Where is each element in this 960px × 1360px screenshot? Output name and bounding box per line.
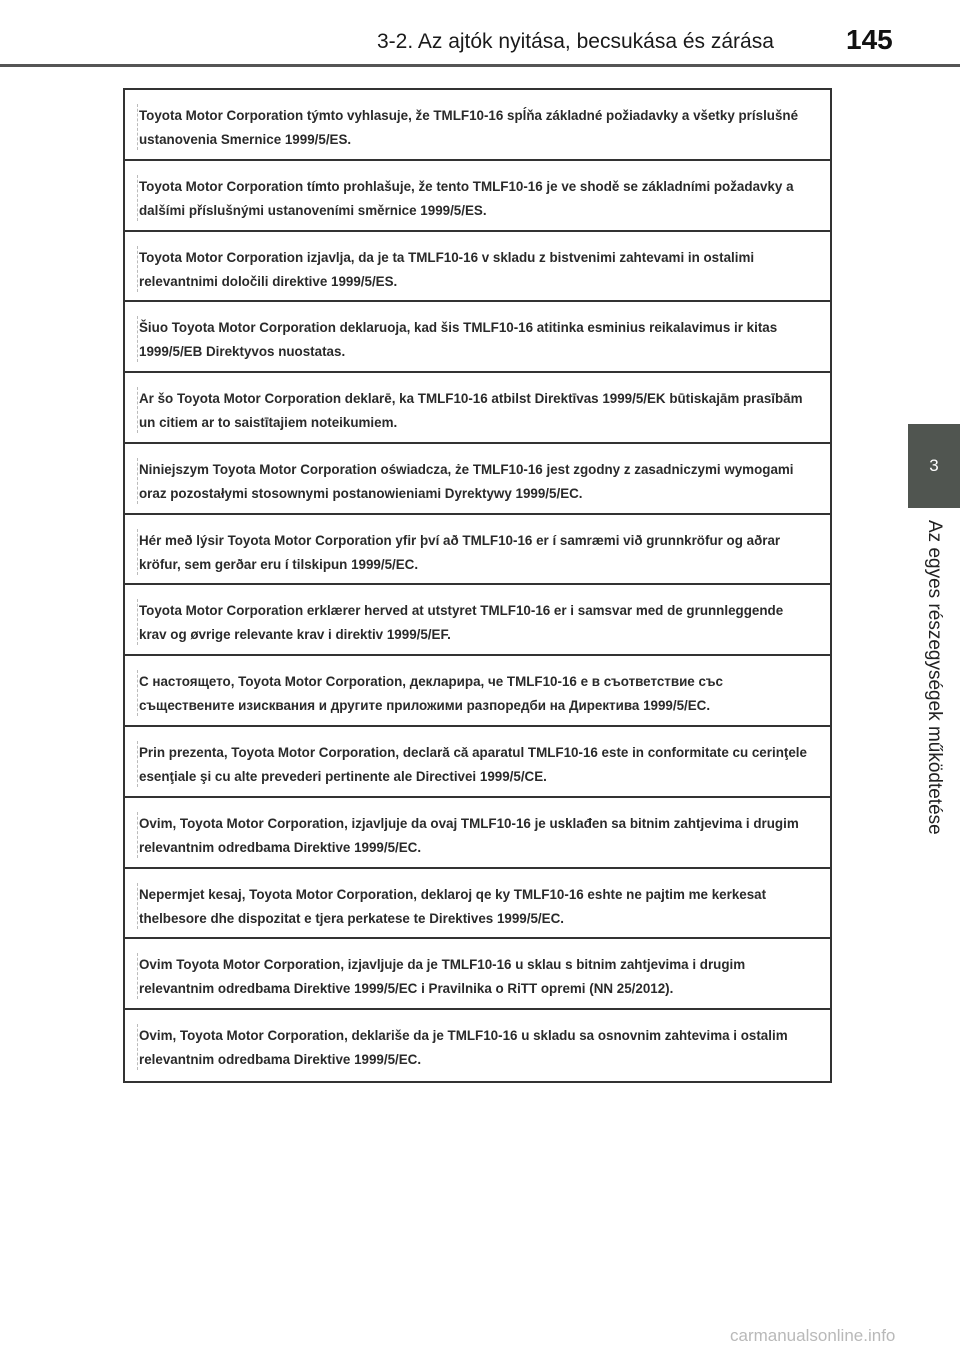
watermark-text: carmanualsonline.info (730, 1326, 896, 1345)
declaration-icelandic: Hér með lýsir Toyota Motor Corporation yfir því að TMLF10-16 er í samræmi við grunnkröfur og aðrar kröfur, sem gerðar eru í tilskipun 1999/5/EC. (125, 515, 830, 586)
declaration-bosnian: Ovim, Toyota Motor Corporation, izjavljuje da ovaj TMLF10-16 je usklađen sa bitnim zahtjevima i drugim relevantnim odredbama Direktive 1999/5/EC. (125, 798, 830, 869)
declaration-slovak: Toyota Motor Corporation týmto vyhlasuje, že TMLF10-16 spĺňa základné požiadavky a všetky príslušné ustanovenia Smernice 1999/5/ES. (125, 90, 830, 161)
declaration-serbian: Ovim, Toyota Motor Corporation, deklariše da je TMLF10-16 u skladu sa osnovnim zahtevima i ostalim relevantnim odredbama Direktive 1999/5/EC. (125, 1010, 830, 1081)
declarations-table (123, 88, 832, 1083)
declaration-slovenian: Toyota Motor Corporation izjavlja, da je ta TMLF10-16 v skladu z bistvenimi zahtevami in ostalimi relevantnimi določili direktive 1999/5/ES. (125, 232, 830, 303)
declaration-czech: Toyota Motor Corporation tímto prohlašuje, že tento TMLF10-16 je ve shodě se základními požadavky a dalšími příslušnými ustanoveními směrnice 1999/5/ES. (125, 161, 830, 232)
declaration-polish: Niniejszym Toyota Motor Corporation oświadcza, że TMLF10-16 jest zgodny z zasadniczymi wymogami oraz pozostałymi stosownymi postanowieniami Dyrektywy 1999/5/EC. (125, 444, 830, 515)
declaration-norwegian: Toyota Motor Corporation erklærer herved at utstyret TMLF10-16 er i samsvar med de grunnleggende krav og øvrige relevante krav i direktiv 1999/5/EF. (125, 585, 830, 656)
declaration-latvian: Ar šo Toyota Motor Corporation deklarē, ka TMLF10-16 atbilst Direktīvas 1999/5/EK būtiskajām prasībām un citiem ar to saistītajiem noteikumiem. (125, 373, 830, 444)
declaration-bulgarian: С настоящето, Toyota Motor Corporation, декларира, че TMLF10-16 е в съответствие със съществените изисквания и другите приложими разпоредби на Директива 1999/5/EC. (125, 656, 830, 727)
declaration-romanian: Prin prezenta, Toyota Motor Corporation, declară că aparatul TMLF10-16 este in conformitate cu cerinţele esenţiale şi cu alte prevederi pertinente ale Directivei 1999/5/CE. (125, 727, 830, 798)
declaration-lithuanian: Šiuo Toyota Motor Corporation deklaruoja, kad šis TMLF10-16 atitinka esminius reikalavimus ir kitas 1999/5/EB Direktyvos nuostatas. (125, 302, 830, 373)
chapter-tab (908, 424, 960, 508)
chapter-number: 3 (929, 456, 939, 475)
chapter-title: Az egyes részegységek működtetése (924, 520, 945, 835)
page-header-title: 3-2. Az ajtók nyitása, becsukása és zárása (377, 30, 774, 53)
declaration-albanian: Nepermjet kesaj, Toyota Motor Corporation, deklaroj qe ky TMLF10-16 eshte ne pajtim me kerkesat thelbesore dhe dispozitat e tjera perkatese te Direktives 1999/5/EC. (125, 869, 830, 940)
page-number: 145 (846, 24, 893, 55)
declaration-croatian: Ovim Toyota Motor Corporation, izjavljuje da je TMLF10-16 u sklau s bitnim zahtjevima i drugim relevantnim odredbama Direktive 1999/5/EC i Pravilnika o RiTT opremi (NN 25/2012). (125, 939, 830, 1010)
header-divider (0, 64, 960, 67)
